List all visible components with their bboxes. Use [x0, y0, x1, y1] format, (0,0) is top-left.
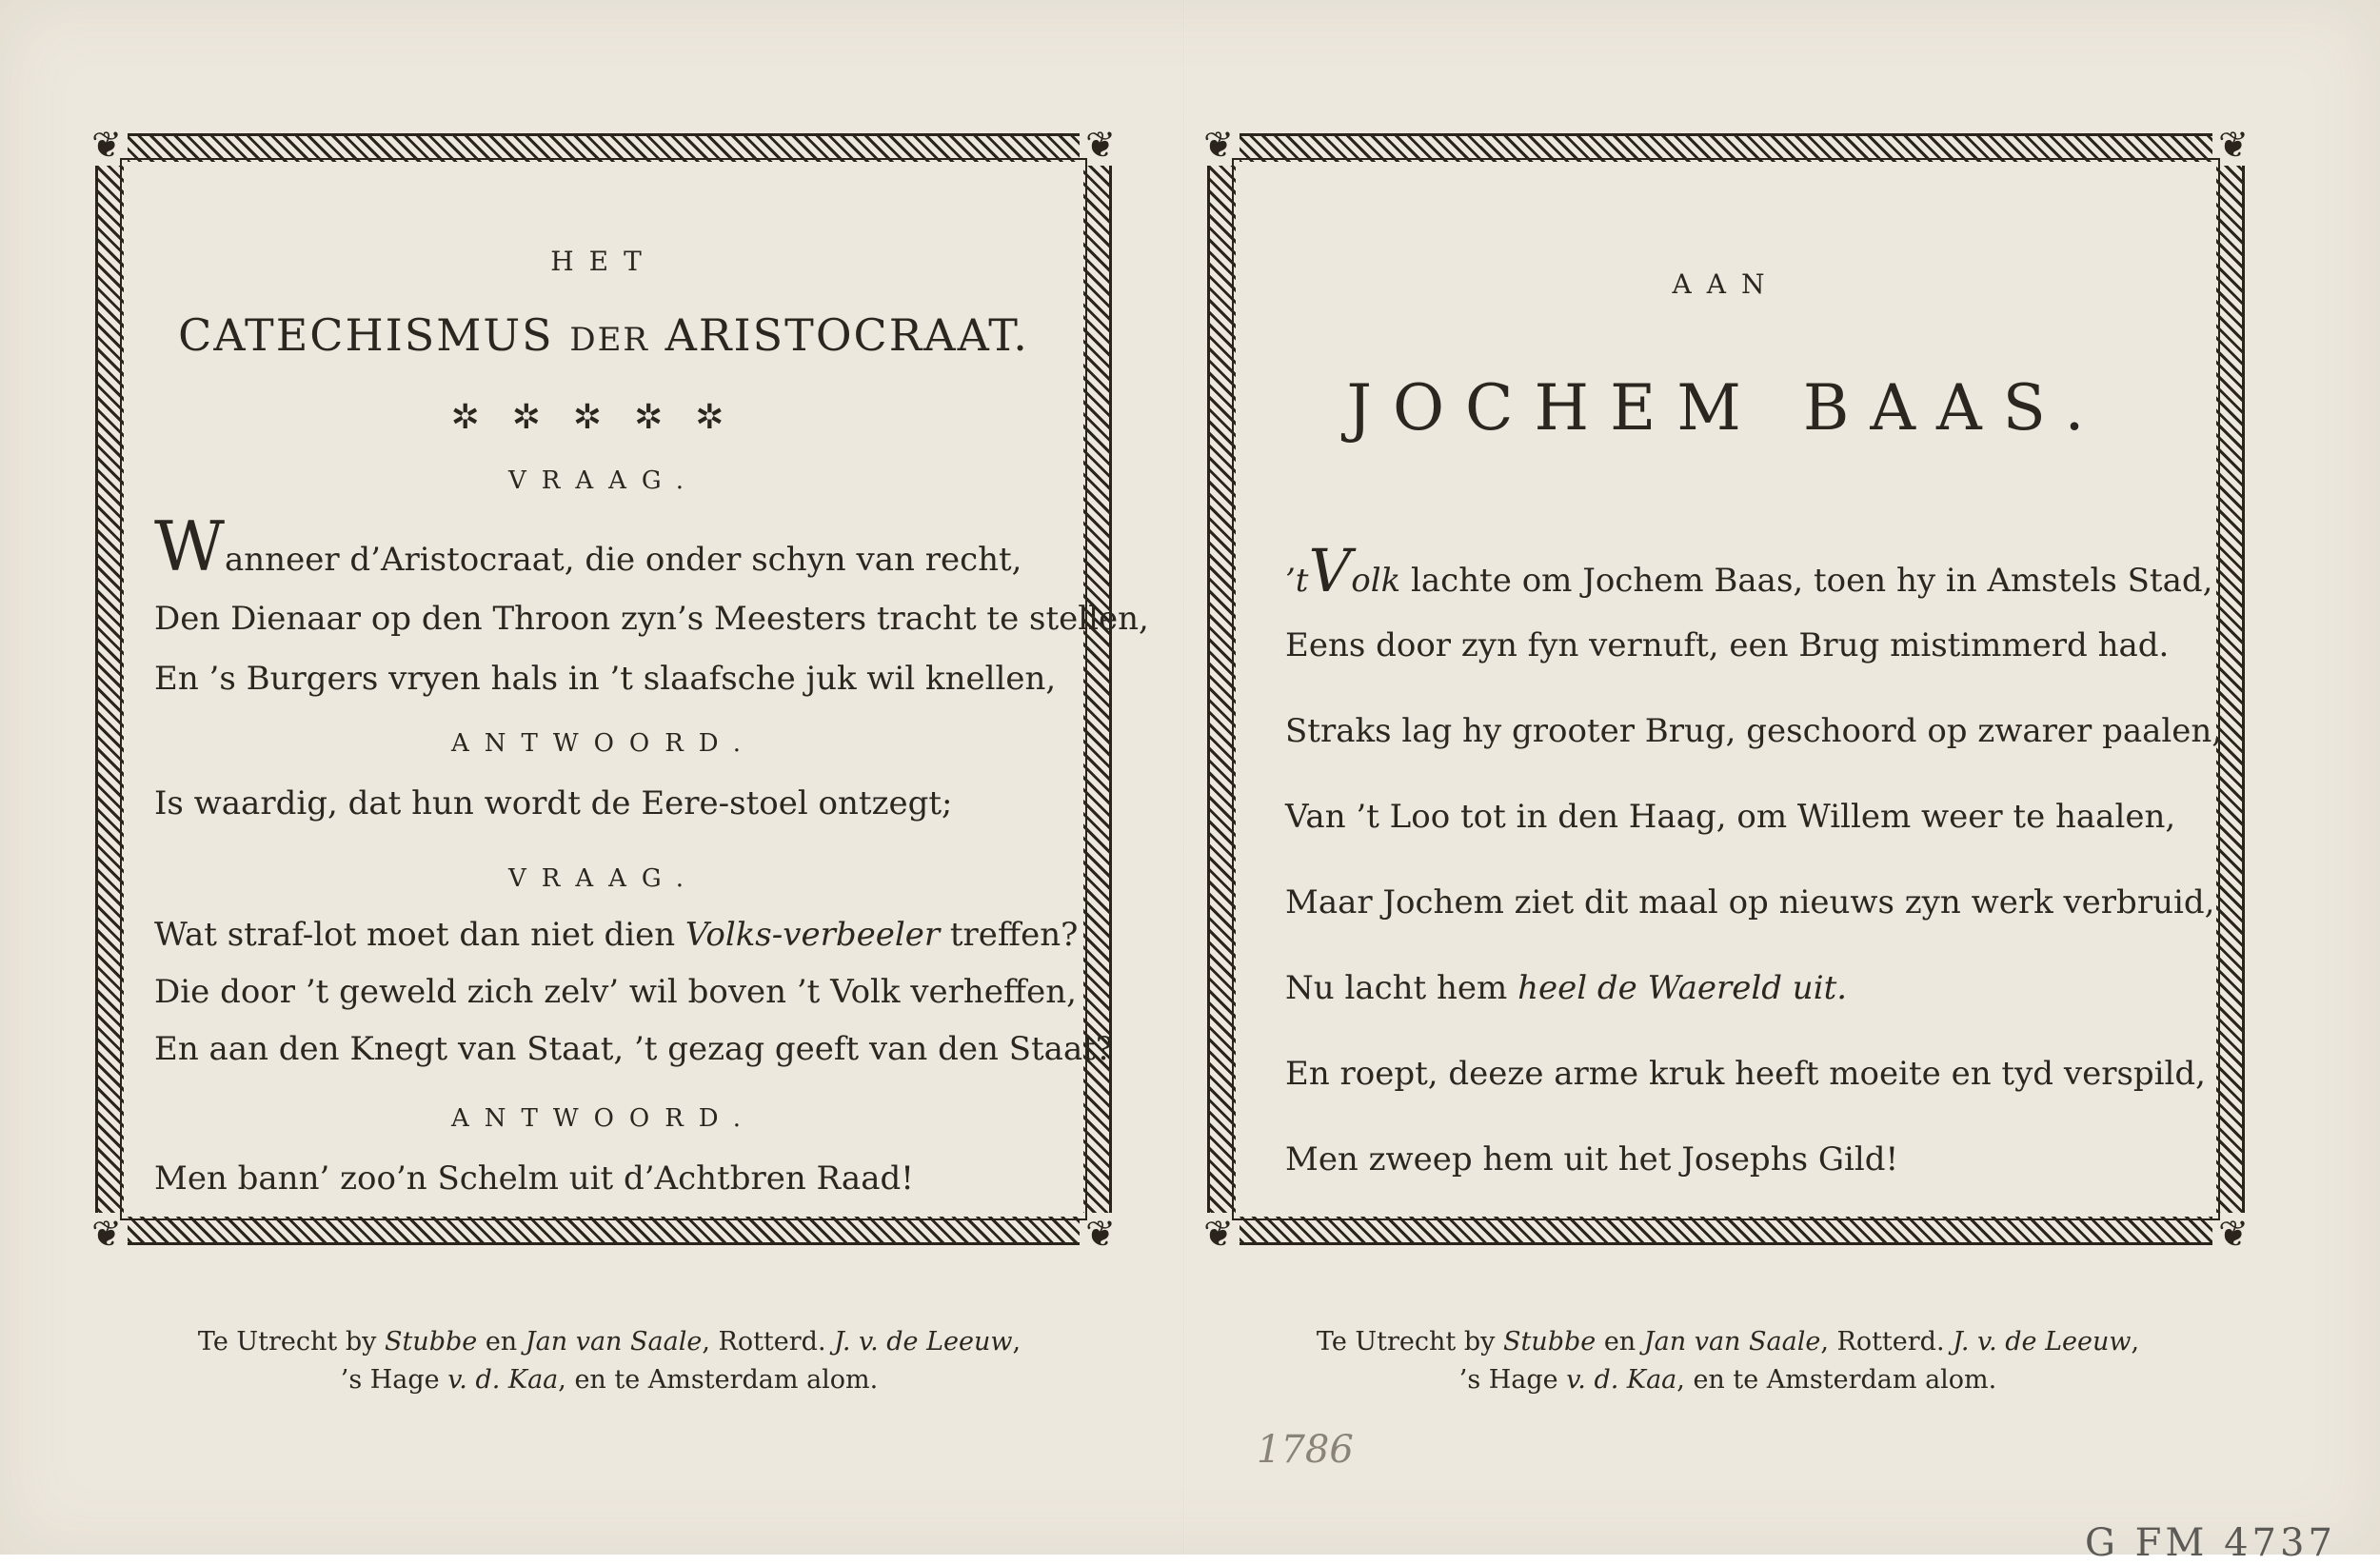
right-title: JOCHEM BAAS.: [1346, 371, 2106, 445]
right-ornamental-frame: [1203, 124, 2249, 1255]
imprint-text: ,: [2131, 1327, 2140, 1357]
verse-italic: Volks-verbeeler: [684, 916, 941, 954]
center-fold: [1183, 0, 1185, 1555]
verse-text: treffen?: [940, 916, 1079, 954]
imprint-text: , Rotterd.: [702, 1327, 835, 1357]
verse-text: lachte om Jochem Baas, toen hy in Amstels Stad,: [1400, 562, 2213, 600]
imprint-text: Te Utrecht by: [1316, 1327, 1503, 1357]
ornament-corner-icon: ❦: [1080, 124, 1121, 166]
ornament-corner-icon: ❦: [1198, 1213, 1240, 1255]
verse-prefix: ’t: [1285, 562, 1309, 600]
dropcap: V: [1308, 536, 1352, 605]
imprint-text: en: [1596, 1327, 1644, 1357]
verse-line: [154, 916, 1078, 954]
imprint-text: , Rotterd.: [1820, 1327, 1954, 1357]
ornament-corner-icon: ❦: [2212, 124, 2254, 166]
stars-divider: ✲✲✲✲✲: [450, 398, 757, 437]
title-word-aristocraat: ARISTOCRAAT.: [664, 309, 1029, 361]
verse-line: Men bann’ zoo’n Schelm uit d’Achtbren Raad!: [154, 1159, 914, 1198]
handwritten-year-note: 1786: [1257, 1428, 1354, 1472]
left-content: [124, 162, 1149, 1217]
imprint-text: , en te Amsterdam alom.: [1676, 1365, 1997, 1395]
imprint-italic: J. v. de Leeuw: [834, 1327, 1013, 1357]
imprint-text: ’s Hage: [340, 1365, 448, 1395]
verse-line: Straks lag hy grooter Brug, geschoord op zwarer paalen,: [1285, 712, 2223, 750]
verse-text: anneer d’Aristocraat, die onder schyn van recht,: [225, 541, 1022, 579]
imprint-italic: Stubbe: [384, 1327, 478, 1357]
ornament-corner-icon: ❦: [1198, 124, 1240, 166]
imprint-italic: Jan van Saale: [525, 1327, 703, 1357]
verse-line: Maar Jochem ziet dit maal op nieuws zyn werk verbruid,: [1285, 883, 2215, 921]
verse-italic: heel de Waereld uit.: [1517, 969, 1848, 1007]
imprint-text: ,: [1012, 1327, 1021, 1357]
answer-label: ANTWOORD.: [451, 729, 756, 758]
imprint-italic: Jan van Saale: [1643, 1327, 1821, 1357]
verse-line: Van ’t Loo tot in den Haag, om Willem weer te haalen,: [1285, 798, 2176, 836]
verse-italic: olk: [1351, 562, 1401, 600]
verse-text: Wat straf-lot moet dan niet dien: [154, 916, 685, 954]
imprint-right: [1233, 1323, 2223, 1399]
verse-line: Eens door zyn fyn vernuft, een Brug mistimmerd had.: [1285, 626, 2170, 664]
collection-stamp: G FM 4737: [2085, 1521, 2336, 1565]
imprint-text: ’s Hage: [1458, 1365, 1567, 1395]
verse-line: En roept, deeze arme kruk heeft moeite en tyd verspild,: [1285, 1055, 2206, 1093]
verse-line: Den Dienaar op den Throon zyn’s Meesters tracht te stellen,: [154, 600, 1149, 638]
verse-line: [154, 506, 1022, 586]
ornament-corner-icon: ❦: [86, 124, 128, 166]
ornament-corner-icon: ❦: [2212, 1213, 2254, 1255]
verse-line: En aan den Knegt van Staat, ’t gezag geeft van den Staat?: [154, 1030, 1114, 1068]
verse-text: Nu lacht hem: [1285, 969, 1518, 1007]
verse-line: En ’s Burgers vryen hals in ’t slaafsche juk wil knellen,: [154, 660, 1057, 698]
imprint-line-2: [114, 1361, 1104, 1399]
left-title: [124, 309, 1083, 361]
imprint-left: [114, 1323, 1104, 1399]
imprint-italic: v. d. Kaa: [1566, 1365, 1677, 1395]
title-word-catechismus: CATECHISMUS: [178, 309, 554, 361]
imprint-text: en: [477, 1327, 526, 1357]
right-aan-heading: AAN: [1672, 268, 1780, 300]
verse-line: Die door ’t geweld zich zelv’ wil boven ’t Volk verheffen,: [154, 973, 1077, 1011]
imprint-line-2: [1233, 1361, 2223, 1399]
verse-line: [1285, 969, 1847, 1007]
left-het-heading: HET: [550, 246, 657, 277]
right-content: [1236, 162, 2223, 1217]
dropcap: W: [154, 506, 226, 586]
answer-label: ANTWOORD.: [451, 1104, 756, 1133]
imprint-italic: Stubbe: [1502, 1327, 1597, 1357]
imprint-text: Te Utrecht by: [197, 1327, 385, 1357]
imprint-italic: J. v. de Leeuw: [1953, 1327, 2132, 1357]
ornament-corner-icon: ❦: [86, 1213, 128, 1255]
verse-line: [1285, 536, 2213, 605]
verse-line: Is waardig, dat hun wordt de Eere-stoel ontzegt;: [154, 784, 953, 822]
question-label: VRAAG.: [507, 864, 699, 893]
imprint-line-1: [114, 1323, 1104, 1361]
ornament-corner-icon: ❦: [1080, 1213, 1121, 1255]
imprint-italic: v. d. Kaa: [447, 1365, 559, 1395]
verse-line: Men zweep hem uit het Josephs Gild!: [1285, 1140, 1899, 1179]
title-word-der: DER: [569, 321, 649, 359]
imprint-line-1: [1233, 1323, 2223, 1361]
question-label: VRAAG.: [507, 466, 699, 495]
left-ornamental-frame: [91, 124, 1149, 1255]
imprint-text: , en te Amsterdam alom.: [558, 1365, 879, 1395]
